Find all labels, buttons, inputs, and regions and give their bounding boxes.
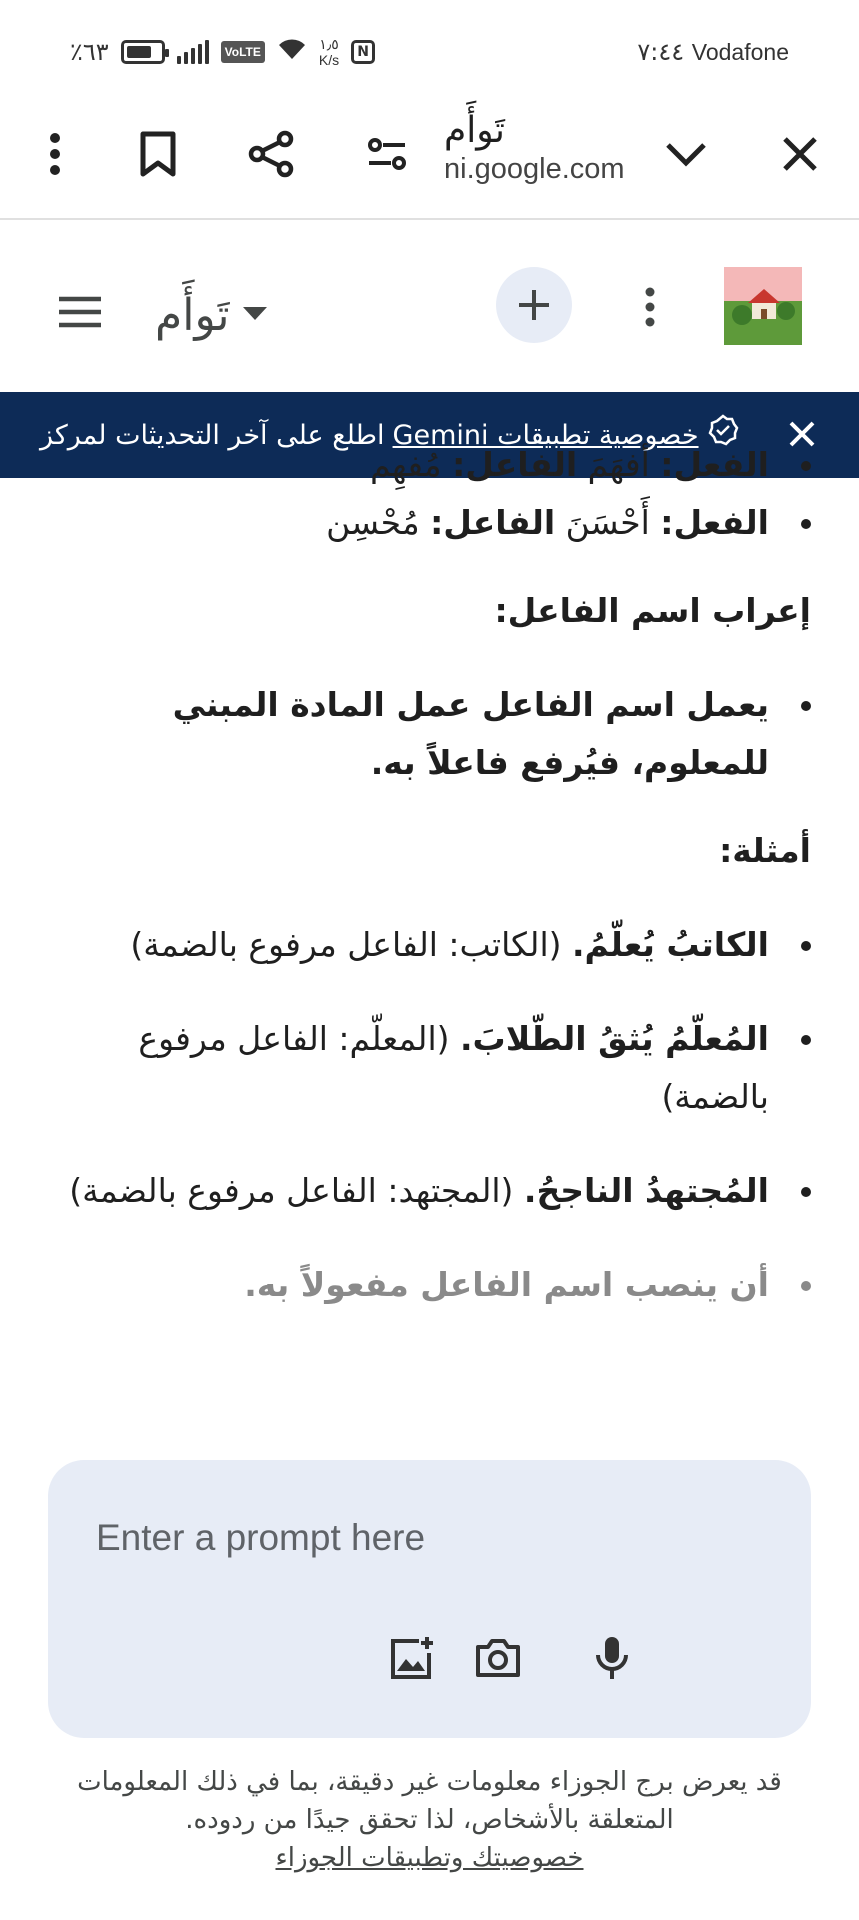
disclaimer-text: قد يعرض برج الجوزاء معلومات غير دقيقة، بما في ذلك المعلومات المتعلقة بالأشخاص، لذا تحقق جيدًا من ردوده. <box>77 1767 782 1835</box>
list-item: الفعل: أَحْسَنَ الفاعل: مُحْسِن <box>51 494 811 552</box>
network-speed: ١٫٥ K/s <box>318 36 340 68</box>
scroll-fade <box>0 1343 859 1453</box>
clock: ٧:٤٤ <box>637 38 685 66</box>
example-item: المُجتهدُ الناجحُ. (المجتهد: الفاعل مرفوع بالضمة) <box>51 1162 811 1220</box>
avatar[interactable] <box>724 267 802 345</box>
microphone-icon[interactable] <box>582 1628 642 1688</box>
page-url: ni.google.com <box>444 153 625 185</box>
new-chat-button[interactable] <box>496 267 572 343</box>
time-carrier <box>637 38 789 66</box>
bookmark-icon[interactable] <box>128 124 188 184</box>
prompt-box <box>48 1460 811 1738</box>
privacy-hub-link[interactable]: خصوصية تطبيقات Gemini <box>392 420 699 451</box>
list-item: الفعل: أفهَمَ الفاعل: مُفهِم <box>51 436 811 494</box>
example-item: الكاتبُ يُعلّمُ. (الكاتب: الفاعل مرفوع بالضمة) <box>51 916 811 974</box>
status-bar <box>0 0 859 96</box>
hamburger-menu-icon[interactable] <box>50 282 110 342</box>
list-item: أن ينصب اسم الفاعل مفعولاً به. <box>51 1256 811 1314</box>
example-item: المُعلّمُ يُثقُ الطّلابَ. (المعلّم: الفاعل مرفوع بالضمة) <box>51 1010 811 1126</box>
section-heading: أمثلة: <box>719 831 811 870</box>
more-options-icon[interactable] <box>25 124 85 184</box>
nfc-icon: N <box>351 40 375 64</box>
model-name: تَوأَم <box>155 290 230 341</box>
section-heading: إعراب اسم الفاعل: <box>494 591 811 630</box>
wifi-icon <box>277 37 307 67</box>
app-header <box>0 222 859 392</box>
volte-badge: VoLTE <box>221 41 265 63</box>
privacy-link[interactable]: خصوصيتك وتطبيقات الجوزاء <box>275 1843 584 1873</box>
page-settings-icon[interactable] <box>357 124 417 184</box>
carrier-name: Vodafone <box>691 39 789 65</box>
close-icon[interactable] <box>770 124 830 184</box>
chevron-down-icon[interactable] <box>656 124 716 184</box>
page-title: تَوأَم <box>444 110 505 151</box>
battery-icon <box>121 40 165 64</box>
banner-text: اطلع على آخر التحديثات لمركز <box>40 420 385 451</box>
disclaimer <box>40 1763 819 1877</box>
status-icons <box>70 36 375 68</box>
prompt-input[interactable] <box>96 1508 696 1568</box>
battery-percent: ٪٦٣ <box>70 38 109 66</box>
chat-response <box>0 445 859 1453</box>
camera-icon[interactable] <box>468 1628 528 1688</box>
tab-title-area[interactable] <box>444 110 644 186</box>
model-selector[interactable] <box>155 290 267 341</box>
kebab-menu-icon[interactable] <box>620 277 680 337</box>
share-icon[interactable] <box>241 124 301 184</box>
list-item: يعمل اسم الفاعل عمل المادة المبني للمعلوم، فيُرفع فاعلاً به. <box>51 676 811 792</box>
dropdown-arrow-icon <box>243 306 267 325</box>
signal-icon <box>177 40 209 64</box>
add-image-icon[interactable] <box>382 1628 442 1688</box>
